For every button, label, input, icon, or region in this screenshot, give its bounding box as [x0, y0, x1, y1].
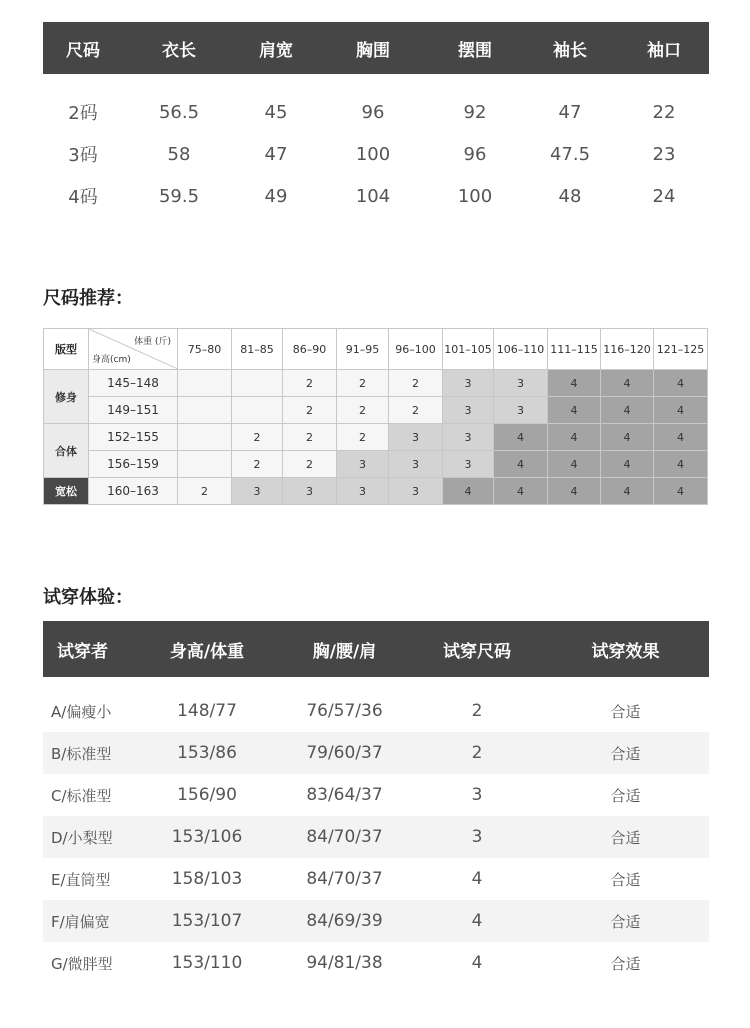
recommend-cell: 4 — [601, 451, 654, 478]
tryon-row — [43, 942, 709, 984]
fit-result: 合适 — [610, 828, 641, 847]
height-weight: 153/107 — [171, 911, 243, 931]
size-row — [43, 133, 709, 175]
tryon-row — [43, 732, 709, 774]
tester-name: F/肩偏宽 — [51, 912, 110, 931]
size-cell: 100 — [355, 143, 391, 165]
weight-range: 101–105 — [443, 329, 494, 370]
tried-size: 4 — [471, 869, 483, 889]
fit-label-loose: 宽松 — [44, 478, 89, 505]
size-cell: 24 — [652, 185, 676, 207]
weight-range: 96–100 — [389, 329, 443, 370]
recommend-cell: 3 — [389, 424, 443, 451]
recommend-cell: 4 — [548, 478, 601, 505]
size-row — [43, 175, 709, 217]
recommend-cell: 3 — [443, 370, 494, 397]
size-cell: 47 — [264, 143, 288, 165]
tryon-table-header — [43, 621, 709, 677]
tryon-row — [43, 858, 709, 900]
tried-size: 2 — [471, 701, 483, 721]
weight-range: 75–80 — [178, 329, 232, 370]
header-chest: 胸围 — [356, 40, 390, 61]
tester-name: B/标准型 — [51, 744, 112, 763]
grid-row — [44, 397, 708, 424]
height-weight: 153/106 — [171, 827, 243, 847]
recommend-cell: 4 — [654, 478, 708, 505]
recommend-cell: 3 — [232, 478, 283, 505]
size-row — [43, 91, 709, 133]
grid-row — [44, 370, 708, 397]
size-cell: 45 — [264, 101, 288, 123]
recommend-cell: 2 — [337, 397, 389, 424]
recommend-cell — [178, 424, 232, 451]
tester-name: C/标准型 — [51, 786, 112, 805]
grid-row — [44, 478, 708, 505]
height-weight: 153/110 — [171, 953, 243, 973]
bust-waist-shoulder: 94/81/38 — [306, 953, 383, 973]
recommend-cell: 3 — [337, 478, 389, 505]
tryon-row — [43, 690, 709, 732]
tester-name: E/直筒型 — [51, 870, 111, 889]
weight-label: 体重 (斤) — [134, 337, 171, 347]
height-label: 身高(cm) — [92, 355, 131, 365]
height-range: 145–148 — [89, 370, 178, 397]
fit-result: 合适 — [610, 786, 641, 805]
fit-result: 合适 — [610, 870, 641, 889]
recommend-cell: 4 — [601, 397, 654, 424]
fit-corner-label: 版型 — [44, 329, 89, 370]
header-shoulder: 肩宽 — [259, 40, 293, 61]
header-sleeve-length: 袖长 — [553, 40, 587, 61]
recommend-cell: 2 — [178, 478, 232, 505]
recommend-cell: 4 — [601, 478, 654, 505]
header-tester: 试穿者 — [57, 641, 108, 662]
fit-label-slim: 修身 — [44, 370, 89, 424]
size-cell: 59.5 — [158, 185, 200, 207]
size-cell: 92 — [463, 101, 487, 123]
size-cell: 104 — [355, 185, 391, 207]
height-range: 152–155 — [89, 424, 178, 451]
tryon-row — [43, 900, 709, 942]
bust-waist-shoulder: 84/70/37 — [306, 869, 383, 889]
grid-row — [44, 451, 708, 478]
height-range: 156–159 — [89, 451, 178, 478]
recommend-cell — [178, 370, 232, 397]
height-weight: 156/90 — [177, 785, 237, 805]
size-cell: 2码 — [68, 103, 98, 124]
recommend-cell: 2 — [232, 424, 283, 451]
recommend-cell: 4 — [548, 451, 601, 478]
size-cell: 48 — [558, 185, 582, 207]
recommend-cell: 4 — [601, 370, 654, 397]
size-cell: 100 — [457, 185, 493, 207]
bust-waist-shoulder: 83/64/37 — [306, 785, 383, 805]
weight-range: 111–115 — [548, 329, 601, 370]
header-size: 尺码 — [66, 40, 100, 61]
weight-range: 81–85 — [232, 329, 283, 370]
recommend-title: 尺码推荐： — [43, 288, 133, 309]
height-weight: 148/77 — [177, 701, 237, 721]
recommend-cell: 4 — [548, 424, 601, 451]
tried-size: 4 — [471, 953, 483, 973]
recommend-cell: 2 — [337, 370, 389, 397]
recommend-cell: 4 — [494, 478, 548, 505]
fit-result: 合适 — [610, 954, 641, 973]
tester-name: G/微胖型 — [51, 954, 113, 973]
size-cell: 4码 — [68, 187, 98, 208]
recommend-cell: 3 — [283, 478, 337, 505]
recommend-cell: 4 — [601, 424, 654, 451]
recommend-cell: 3 — [389, 478, 443, 505]
tryon-row — [43, 774, 709, 816]
bust-waist-shoulder: 76/57/36 — [306, 701, 383, 721]
tried-size: 3 — [471, 785, 483, 805]
header-length: 衣长 — [162, 40, 196, 61]
recommend-cell — [178, 397, 232, 424]
size-cell: 56.5 — [158, 101, 200, 123]
tried-size: 4 — [471, 911, 483, 931]
recommend-cell: 3 — [337, 451, 389, 478]
recommend-cell: 4 — [494, 451, 548, 478]
recommend-cell: 3 — [443, 451, 494, 478]
fit-result: 合适 — [610, 702, 641, 721]
recommend-cell: 2 — [337, 424, 389, 451]
size-table-header — [43, 22, 709, 74]
height-range: 149–151 — [89, 397, 178, 424]
weight-range: 106–110 — [494, 329, 548, 370]
recommend-cell: 2 — [283, 397, 337, 424]
header-height-weight: 身高/体重 — [169, 641, 245, 662]
recommend-cell: 4 — [548, 397, 601, 424]
header-tried-size: 试穿尺码 — [443, 641, 511, 662]
corner-cell — [89, 329, 178, 370]
size-cell: 49 — [264, 185, 288, 207]
recommend-cell: 2 — [283, 451, 337, 478]
bust-waist-shoulder: 79/60/37 — [306, 743, 383, 763]
height-range: 160–163 — [89, 478, 178, 505]
weight-range: 121–125 — [654, 329, 708, 370]
recommend-cell: 4 — [654, 397, 708, 424]
recommend-cell: 2 — [283, 370, 337, 397]
recommend-grid — [43, 328, 708, 505]
tryon-title: 试穿体验： — [43, 587, 133, 608]
header-hem: 摆围 — [458, 40, 492, 61]
size-cell: 47 — [558, 101, 582, 123]
size-cell: 3码 — [68, 145, 98, 166]
grid-row — [44, 424, 708, 451]
size-cell: 96 — [463, 143, 487, 165]
grid-header-row — [44, 329, 708, 370]
header-cuff: 袖口 — [647, 40, 681, 61]
recommend-cell — [178, 451, 232, 478]
size-cell: 58 — [167, 143, 191, 165]
tried-size: 3 — [471, 827, 483, 847]
recommend-cell: 3 — [494, 370, 548, 397]
weight-range: 91–95 — [337, 329, 389, 370]
tester-name: D/小梨型 — [51, 828, 113, 847]
recommend-cell: 4 — [443, 478, 494, 505]
weight-range: 86–90 — [283, 329, 337, 370]
tester-name: A/偏瘦小 — [51, 702, 112, 721]
recommend-cell: 4 — [494, 424, 548, 451]
height-weight: 158/103 — [171, 869, 243, 889]
header-fit-result: 试穿效果 — [591, 641, 660, 662]
recommend-cell: 4 — [654, 370, 708, 397]
recommend-cell: 4 — [654, 451, 708, 478]
height-weight: 153/86 — [177, 743, 237, 763]
recommend-cell: 3 — [443, 397, 494, 424]
size-cell: 96 — [361, 101, 385, 123]
recommend-cell: 2 — [283, 424, 337, 451]
recommend-cell: 2 — [232, 451, 283, 478]
size-cell: 47.5 — [549, 143, 591, 165]
recommend-cell: 2 — [389, 370, 443, 397]
recommend-cell: 3 — [389, 451, 443, 478]
recommend-cell — [232, 397, 283, 424]
size-cell: 22 — [652, 101, 676, 123]
tryon-row — [43, 816, 709, 858]
bust-waist-shoulder: 84/69/39 — [306, 911, 383, 931]
recommend-cell: 3 — [494, 397, 548, 424]
recommend-cell: 2 — [389, 397, 443, 424]
header-bust-waist-shoulder: 胸/腰/肩 — [312, 641, 377, 662]
weight-range: 116–120 — [601, 329, 654, 370]
size-cell: 23 — [652, 143, 676, 165]
fit-label-regular: 合体 — [44, 424, 89, 478]
recommend-cell — [232, 370, 283, 397]
recommend-cell: 3 — [443, 424, 494, 451]
recommend-cell: 4 — [654, 424, 708, 451]
bust-waist-shoulder: 84/70/37 — [306, 827, 383, 847]
fit-result: 合适 — [610, 912, 641, 931]
fit-result: 合适 — [610, 744, 641, 763]
tried-size: 2 — [471, 743, 483, 763]
recommend-cell: 4 — [548, 370, 601, 397]
